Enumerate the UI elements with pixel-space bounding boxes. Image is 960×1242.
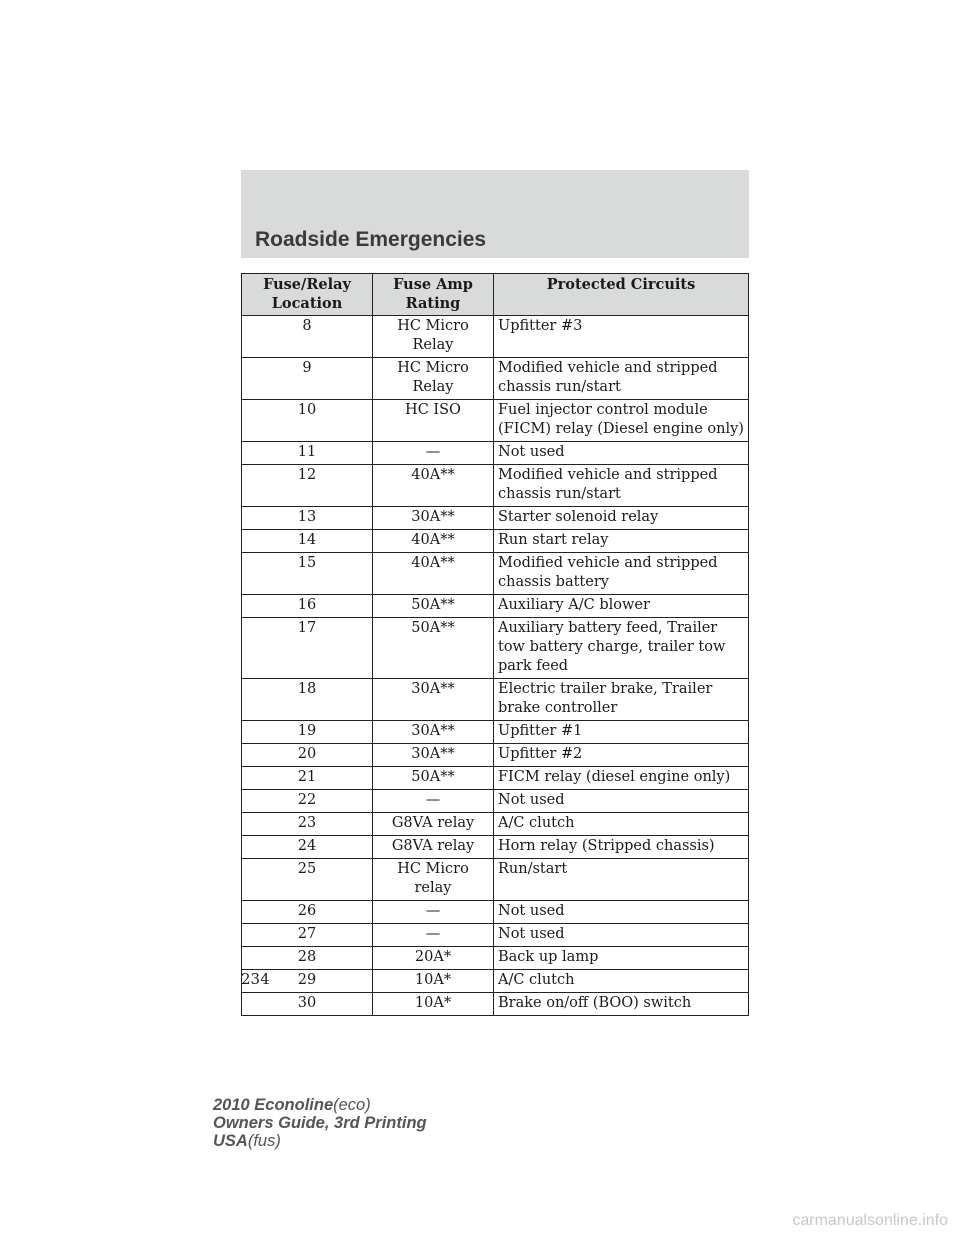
cell-location: 19 [242, 721, 373, 744]
cell-amp-rating: 50A** [373, 767, 494, 790]
cell-protected-circuit: Auxiliary battery feed, Trailer tow battery charge, trailer tow park feed [494, 618, 749, 679]
footer-market: USA [213, 1132, 248, 1150]
table-row [242, 767, 749, 790]
cell-location: 22 [242, 790, 373, 813]
cell-protected-circuit: Horn relay (Stripped chassis) [494, 836, 749, 859]
cell-amp-rating: 30A** [373, 679, 494, 721]
cell-location: 28 [242, 947, 373, 970]
cell-amp-rating: HC Micro Relay [373, 358, 494, 400]
cell-amp-rating: 10A* [373, 970, 494, 993]
footer-line-1 [213, 1096, 427, 1114]
cell-protected-circuit: Run start relay [494, 530, 749, 553]
cell-amp-rating: 20A* [373, 947, 494, 970]
cell-location: 17 [242, 618, 373, 679]
cell-amp-rating: 30A** [373, 507, 494, 530]
cell-protected-circuit: Not used [494, 924, 749, 947]
footer-imprint [213, 1096, 427, 1150]
table-row [242, 901, 749, 924]
cell-location: 26 [242, 901, 373, 924]
table-row [242, 442, 749, 465]
table-row [242, 507, 749, 530]
table-row [242, 721, 749, 744]
cell-protected-circuit: Not used [494, 790, 749, 813]
cell-location: 9 [242, 358, 373, 400]
footer-line-3 [213, 1132, 427, 1150]
cell-amp-rating: HC Micro Relay [373, 316, 494, 358]
cell-location: 10 [242, 400, 373, 442]
cell-protected-circuit: Brake on/off (BOO) switch [494, 993, 749, 1016]
cell-protected-circuit: Modified vehicle and stripped chassis run/start [494, 465, 749, 507]
cell-protected-circuit: Electric trailer brake, Trailer brake controller [494, 679, 749, 721]
cell-location: 30 [242, 993, 373, 1016]
cell-location: 11 [242, 442, 373, 465]
table-row [242, 400, 749, 442]
watermark-text: carmanualsonline.info [792, 1212, 948, 1229]
cell-protected-circuit: Modified vehicle and stripped chassis battery [494, 553, 749, 595]
cell-amp-rating: 40A** [373, 530, 494, 553]
footer-market-code: (fus) [247, 1132, 281, 1150]
cell-amp-rating: HC ISO [373, 400, 494, 442]
cell-amp-rating: G8VA relay [373, 813, 494, 836]
cell-amp-rating: 30A** [373, 744, 494, 767]
table-row [242, 859, 749, 901]
cell-amp-rating: — [373, 442, 494, 465]
cell-location: 21 [242, 767, 373, 790]
cell-amp-rating: — [373, 790, 494, 813]
footer-model-code: (eco) [333, 1096, 371, 1114]
column-header-amp-rating: Fuse Amp Rating [373, 274, 494, 316]
cell-protected-circuit: Upfitter #3 [494, 316, 749, 358]
cell-amp-rating: 10A* [373, 993, 494, 1016]
cell-amp-rating: — [373, 901, 494, 924]
cell-protected-circuit: Run/start [494, 859, 749, 901]
cell-location: 20 [242, 744, 373, 767]
table-row [242, 947, 749, 970]
cell-location: 18 [242, 679, 373, 721]
cell-amp-rating: — [373, 924, 494, 947]
table-row [242, 744, 749, 767]
cell-location: 25 [242, 859, 373, 901]
cell-location: 8 [242, 316, 373, 358]
column-header-location: Fuse/Relay Location [242, 274, 373, 316]
table-row [242, 970, 749, 993]
table-row [242, 993, 749, 1016]
cell-location: 13 [242, 507, 373, 530]
cell-amp-rating: 30A** [373, 721, 494, 744]
table-row [242, 358, 749, 400]
cell-protected-circuit: Not used [494, 442, 749, 465]
cell-amp-rating: G8VA relay [373, 836, 494, 859]
cell-amp-rating: HC Micro relay [373, 859, 494, 901]
cell-location: 29 [242, 970, 373, 993]
cell-location: 15 [242, 553, 373, 595]
cell-protected-circuit: FICM relay (diesel engine only) [494, 767, 749, 790]
cell-location: 27 [242, 924, 373, 947]
cell-protected-circuit: Modified vehicle and stripped chassis run/start [494, 358, 749, 400]
fuse-table [241, 273, 749, 1016]
cell-protected-circuit: A/C clutch [494, 970, 749, 993]
table-row [242, 316, 749, 358]
column-header-protected-circuits: Protected Circuits [494, 274, 749, 316]
cell-protected-circuit: Back up lamp [494, 947, 749, 970]
table-row [242, 813, 749, 836]
cell-protected-circuit: Auxiliary A/C blower [494, 595, 749, 618]
cell-protected-circuit: Upfitter #1 [494, 721, 749, 744]
cell-location: 16 [242, 595, 373, 618]
cell-protected-circuit: Starter solenoid relay [494, 507, 749, 530]
cell-protected-circuit: Fuel injector control module (FICM) relay (Diesel engine only) [494, 400, 749, 442]
cell-amp-rating: 40A** [373, 465, 494, 507]
table-row [242, 530, 749, 553]
table-row [242, 924, 749, 947]
table-header-row [242, 274, 749, 316]
cell-amp-rating: 40A** [373, 553, 494, 595]
table-row [242, 836, 749, 859]
cell-location: 12 [242, 465, 373, 507]
cell-amp-rating: 50A** [373, 618, 494, 679]
table-row [242, 618, 749, 679]
cell-protected-circuit: A/C clutch [494, 813, 749, 836]
table-row [242, 595, 749, 618]
fuse-table-body [242, 316, 749, 1016]
table-row [242, 465, 749, 507]
table-row [242, 679, 749, 721]
footer-model: 2010 Econoline [213, 1096, 334, 1114]
footer-line-2: Owners Guide, 3rd Printing [213, 1114, 427, 1132]
cell-location: 24 [242, 836, 373, 859]
cell-location: 14 [242, 530, 373, 553]
page-number: 234 [241, 970, 270, 988]
cell-protected-circuit: Upfitter #2 [494, 744, 749, 767]
cell-protected-circuit: Not used [494, 901, 749, 924]
section-title: Roadside Emergencies [255, 228, 487, 251]
cell-amp-rating: 50A** [373, 595, 494, 618]
table-row [242, 553, 749, 595]
cell-location: 23 [242, 813, 373, 836]
table-row [242, 790, 749, 813]
